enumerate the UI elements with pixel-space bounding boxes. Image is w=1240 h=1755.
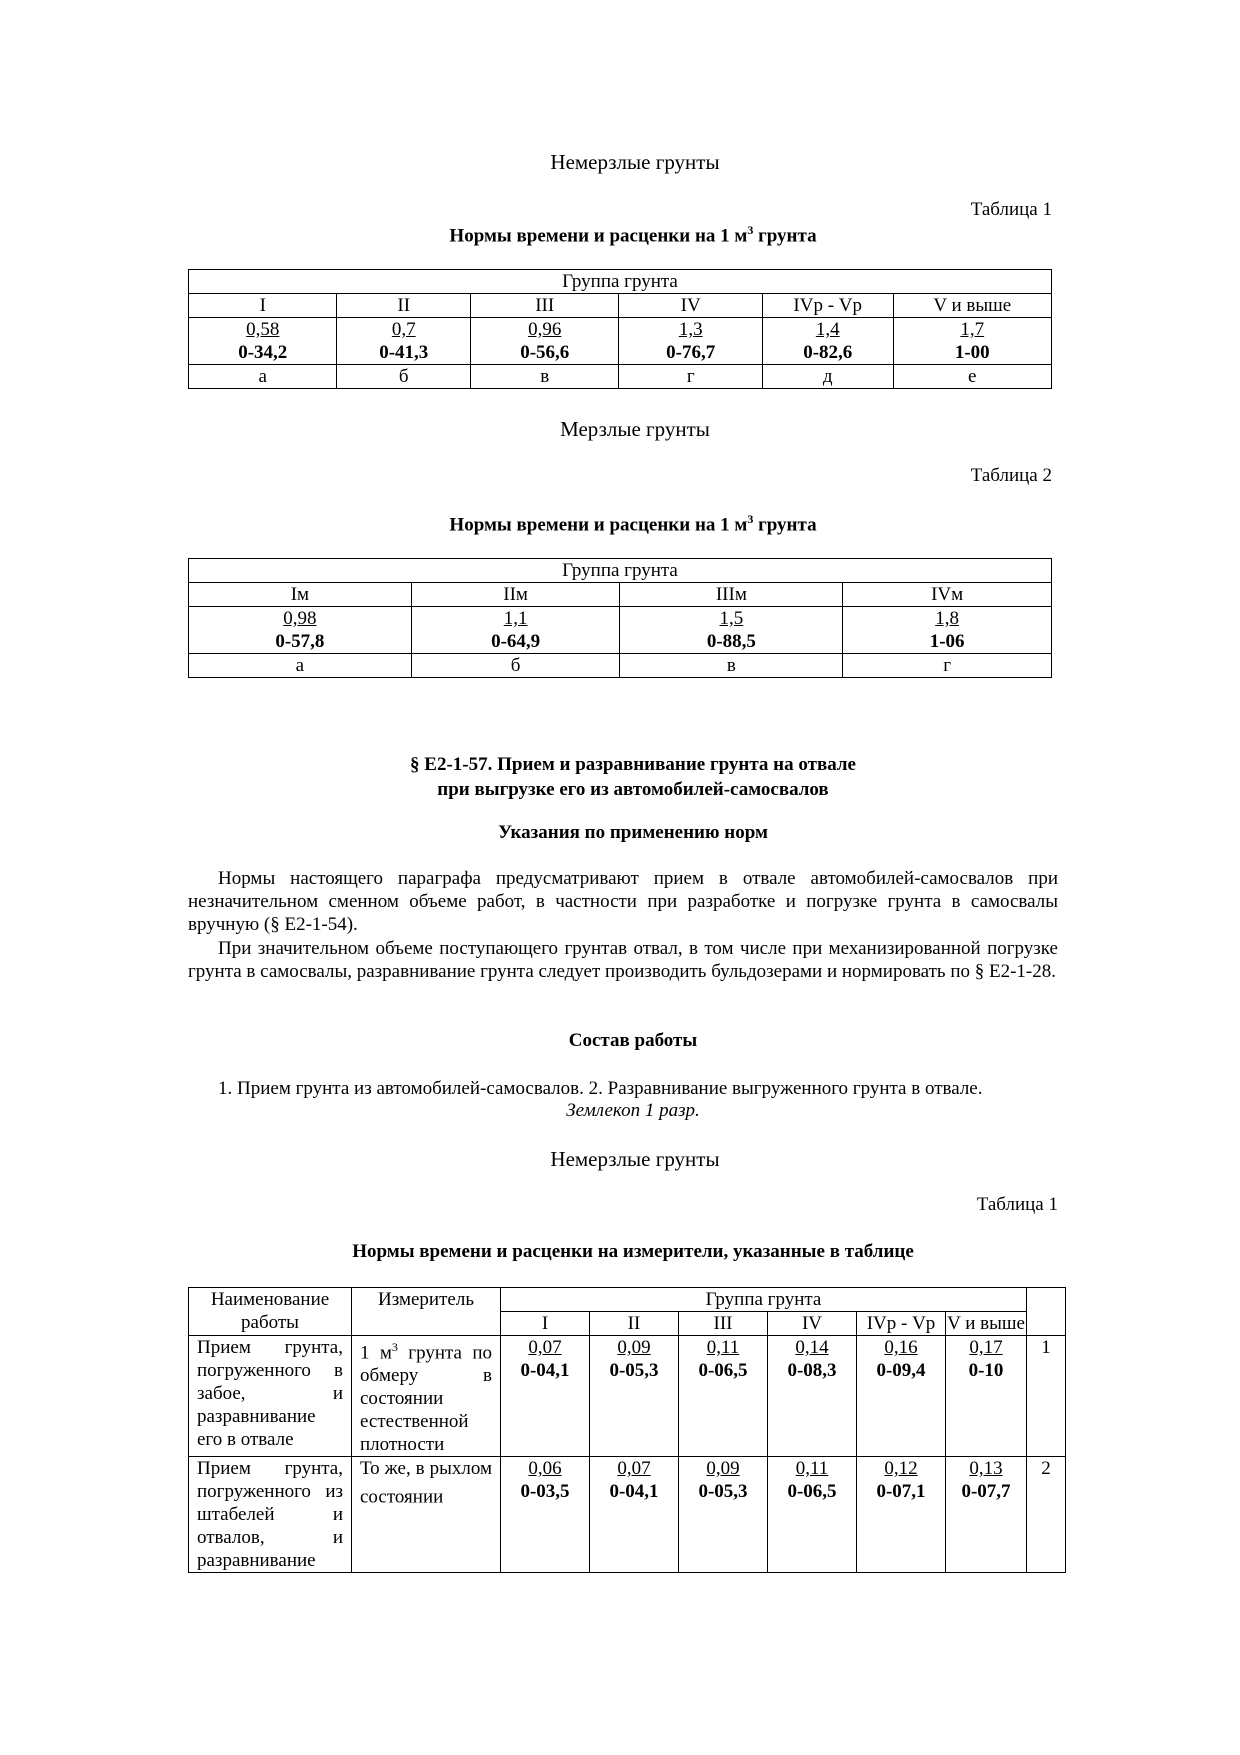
letter-cell: е (893, 365, 1052, 389)
column-header: II (337, 294, 471, 318)
norm-cell: 0,17 0-10 (946, 1336, 1027, 1457)
section3-heading: Немерзлые грунты (550, 1147, 720, 1171)
unit-cell: То же, в рыхлом состоянии (352, 1457, 501, 1573)
work-name-cell: Прием грунта, погруженного в забое, и разравнивание его в отвале (189, 1336, 352, 1457)
table-row (189, 1457, 1066, 1573)
norm-cell: 1,4 0-82,6 (762, 318, 893, 365)
norm-cell: 0,96 0-56,6 (471, 318, 619, 365)
section2-heading: Мерзлые грунты (560, 417, 710, 441)
work-name-cell: Прием грунта, погруженного из штабелей и отвалов, и разравнивание (189, 1457, 352, 1573)
letter-cell: г (843, 654, 1052, 678)
column-header: IVр - Vр (857, 1312, 946, 1336)
norm-cell: 1,8 1-06 (843, 607, 1052, 654)
table-row (189, 1336, 1066, 1457)
norm-cell: 0,11 0-06,5 (768, 1457, 857, 1573)
letter-cell: б (337, 365, 471, 389)
section1-table-title: Нормы времени и расценки на 1 $м^3$ грунта (449, 223, 817, 247)
group-header: Группа грунта (189, 559, 1052, 583)
norm-cell: 0,58 0-34,2 (189, 318, 337, 365)
guidance-text-1: Нормы настоящего параграфа предусматривают прием в отвале автомобилей-самосвалов при незначительном сменном объеме работ, в частности при разработке и погрузке грунта в самосвалы вручную (§ Е2-1-54). (188, 868, 1058, 935)
unit-cell: 1 $м^3$ грунта по обмеру в состоянии естественной плотности (352, 1336, 501, 1457)
paragraph-title: § Е2-1-57. Прием и разравнивание грунта на отвале при выгрузке его из автомобилей-самосвалов (410, 754, 856, 800)
norm-cell: 0,07 0-04,1 (590, 1457, 679, 1573)
group-header: Группа грунта (501, 1288, 1027, 1312)
section3-table-label: Таблица 1 (976, 1194, 1058, 1215)
section2-table-label: Таблица 2 (970, 465, 1052, 486)
norm-cell: 0,11 0-06,5 (679, 1336, 768, 1457)
norm-cell: 0,7 0-41,3 (337, 318, 471, 365)
column-header: I (501, 1312, 590, 1336)
group-header: Группа грунта (189, 270, 1052, 294)
work-composition-title: Состав работы (568, 1030, 698, 1051)
column-header: IV (768, 1312, 857, 1336)
norm-cell: 0,13 0-07,7 (946, 1457, 1027, 1573)
letter-cell: д (762, 365, 893, 389)
norm-cell: 1,7 1-00 (893, 318, 1052, 365)
section3-table-title: Нормы времени и расценки на измерители, указанные в таблице (352, 1241, 914, 1262)
letter-cell: а (189, 365, 337, 389)
column-header: IIм (411, 583, 620, 607)
column-header-unit: Измеритель (352, 1288, 501, 1336)
column-header-name: Наименование работы (189, 1288, 352, 1336)
column-header: Iм (189, 583, 412, 607)
row-number: 2 (1027, 1457, 1066, 1573)
guidance-title: Указания по применению норм (498, 822, 768, 843)
norm-cell: 0,16 0-09,4 (857, 1336, 946, 1457)
column-header: IVр - Vр (762, 294, 893, 318)
norm-cell: 0,12 0-07,1 (857, 1457, 946, 1573)
column-header: III (471, 294, 619, 318)
column-header: V и выше (893, 294, 1052, 318)
norm-cell: 0,98 0-57,8 (189, 607, 412, 654)
table-frozen-soil (188, 558, 1052, 678)
empty-header (1027, 1288, 1066, 1336)
column-header: IVм (843, 583, 1052, 607)
norm-cell: 0,09 0-05,3 (590, 1336, 679, 1457)
table-soil-acceptance (188, 1287, 1066, 1573)
worker-grade: Землекоп 1 разр. (566, 1100, 700, 1121)
norm-cell: 0,06 0-03,5 (501, 1457, 590, 1573)
column-header: IV (619, 294, 762, 318)
section1-heading: Немерзлые грунты (550, 150, 720, 174)
norm-cell: 1,1 0-64,9 (411, 607, 620, 654)
letter-cell: а (189, 654, 412, 678)
guidance-text-2: При значительном объеме поступающего грунтав отвал, в том числе при механизированной погрузке грунта в самосвалы, разравнивание грунта следует производить бульдозерами и нормировать по § Е2-1-28. (188, 938, 1058, 982)
column-header: II (590, 1312, 679, 1336)
letter-cell: г (619, 365, 762, 389)
column-header: I (189, 294, 337, 318)
norm-cell: 0,14 0-08,3 (768, 1336, 857, 1457)
section2-table-title: Нормы времени и расценки на 1 $м^3$ грунта (449, 512, 817, 536)
section1-table-label: Таблица 1 (970, 199, 1052, 220)
column-header: V и выше (947, 1313, 1025, 1334)
norm-cell: 1,5 0-88,5 (620, 607, 843, 654)
letter-cell: в (620, 654, 843, 678)
norm-cell: 0,07 0-04,1 (501, 1336, 590, 1457)
table-unfrozen-soil (188, 269, 1052, 389)
norm-cell: 0,09 0-05,3 (679, 1457, 768, 1573)
row-number: 1 (1027, 1336, 1066, 1457)
work-composition-text: 1. Прием грунта из автомобилей-самосвалов. 2. Разравнивание выгруженного грунта в отвале. (218, 1078, 983, 1099)
norm-cell: 1,3 0-76,7 (619, 318, 762, 365)
letter-cell: б (411, 654, 620, 678)
column-header: III (679, 1312, 768, 1336)
column-header: IIIм (620, 583, 843, 607)
letter-cell: в (471, 365, 619, 389)
